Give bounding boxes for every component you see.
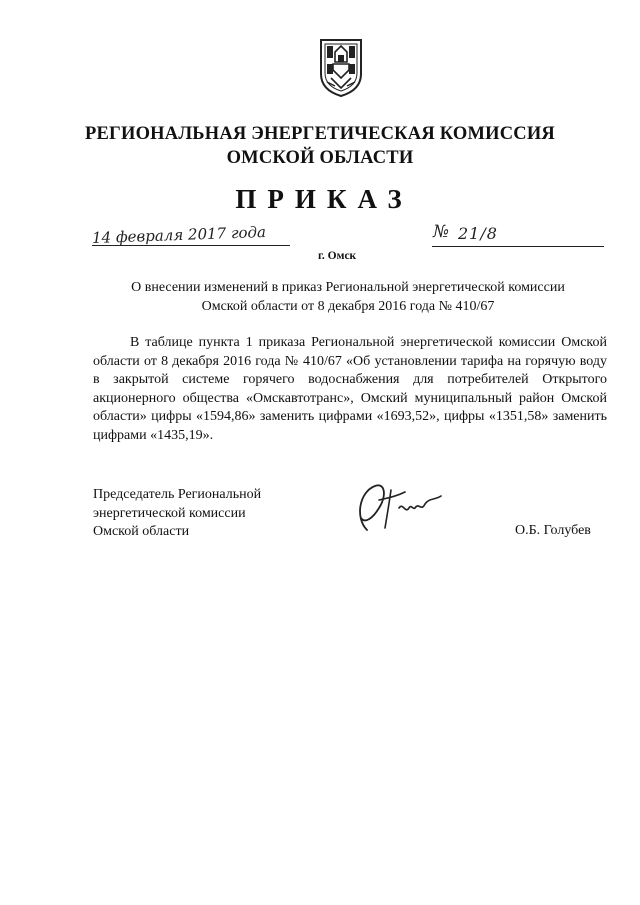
subject-line2: Омской области от 8 декабря 2016 года № 410/67 [201,299,495,314]
handwritten-order-number: 21/8 [458,224,498,243]
coat-of-arms-icon [319,38,363,98]
document-title: ПРИКАЗ [235,184,413,214]
position-line1: Председатель Региональной [93,487,262,502]
handwritten-signature [345,478,455,538]
number-underline [432,246,604,247]
city-label: г. Омск [318,250,357,262]
organization-name-line2: ОМСКОЙ ОБЛАСТИ [226,148,414,168]
signatory-position [93,486,261,542]
number-sign: № [433,222,450,242]
handwritten-date: 14 февраля 2017 года [91,222,267,248]
body-paragraph: В таблице пункта 1 приказа Региональной энергетической комиссии Омской области от 8 декабря 2016 года № 410/67 «Об установлении тарифа на горячую воду в закрытой системе горячего водоснабжения для потребителей Открытого акционерного общества «Омскавтотранс», Омский муниципальный район Омской области» цифры «1594,86» заменить цифрами «1693,52», цифры «1351,58» заменить цифрами «1435,19». [93,335,607,443]
signer-name: О.Б. Голубев [515,523,591,538]
position-line3: Омской области [93,524,190,540]
date-underline [92,245,290,246]
organization-name-line1: РЕГИОНАЛЬНАЯ ЭНЕРГЕТИЧЕСКАЯ КОМИССИЯ [84,124,555,144]
subject-line1: О внесении изменений в приказ Региональной энергетической комиссии [131,280,565,295]
position-line2: энергетической комиссии [93,505,246,521]
